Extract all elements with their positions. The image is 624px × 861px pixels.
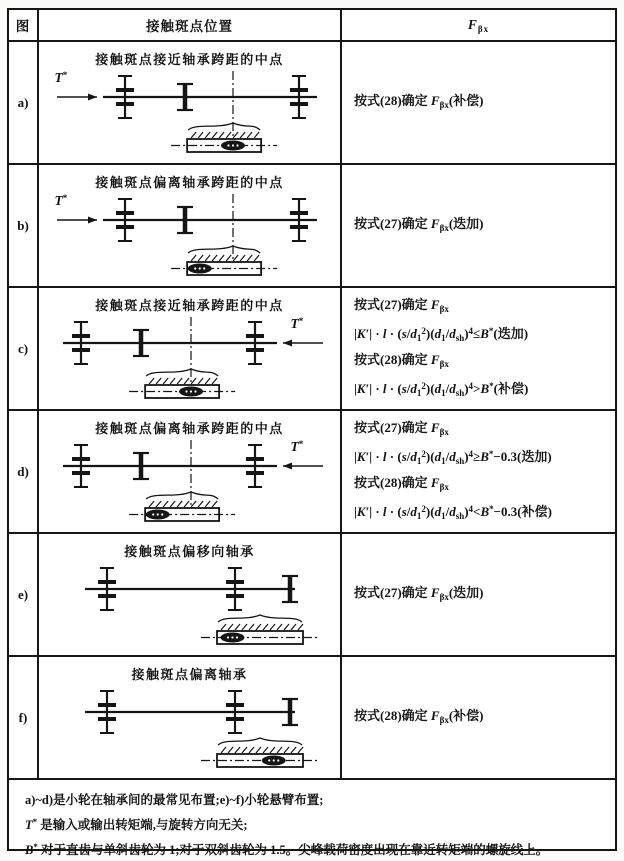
header-fbx-label: $F_{\beta x}$ — [467, 16, 490, 34]
table-row-a — [9, 40, 615, 163]
formula-line: 按式(28)确定 $F_{\beta x}$ — [354, 474, 449, 492]
row-c-id — [9, 288, 39, 409]
row-f-position-cell — [39, 657, 342, 778]
table-header-row — [9, 10, 615, 40]
row-e-caption: 接触斑点偏移向轴承 — [124, 544, 255, 559]
formula-line: $|K'| \cdot l \cdot (s/d_1^2)(d_1/d_{sh})^4>B^*$(补偿) — [354, 380, 529, 398]
table-row-c — [9, 286, 615, 409]
row-a-id — [9, 42, 39, 163]
table-row-b — [9, 163, 615, 286]
row-d-caption: 接触斑点偏离轴承跨距的中点 — [95, 421, 284, 436]
row-b-diagram — [45, 192, 335, 284]
row-b-caption: 接触斑点偏离轴承跨距的中点 — [95, 175, 284, 190]
row-a-letter: a) — [17, 94, 29, 110]
row-d-id — [9, 411, 39, 532]
row-d-diagram — [45, 438, 335, 530]
row-e-result-cell — [342, 534, 615, 655]
header-position-column — [39, 10, 342, 40]
row-d-position-cell — [39, 411, 342, 532]
row-a-caption: 接触斑点接近轴承跨距的中点 — [95, 52, 284, 67]
formula-line: 按式(28)确定 $F_{\beta x}$(补偿) — [354, 92, 484, 110]
row-f-diagram — [45, 684, 335, 776]
row-d-letter: d) — [17, 463, 29, 479]
row-f-caption: 接触斑点偏离轴承 — [131, 667, 248, 682]
torque-label: T* — [54, 70, 68, 85]
header-figure-label: 图 — [15, 19, 31, 34]
row-e-position-cell — [39, 534, 342, 655]
footnote-line: T* 是输入或输出转矩端,与旋转方向无关; — [25, 817, 248, 832]
row-f-result-cell — [342, 657, 615, 778]
formula-line: 按式(28)确定 $F_{\beta x}$(补偿) — [354, 707, 484, 725]
table-row-e — [9, 532, 615, 655]
row-a-diagram — [45, 69, 335, 161]
row-c-diagram — [45, 315, 335, 407]
row-a-result-cell — [342, 42, 615, 163]
footnote-line: a)~d)是小轮在轴承间的最常见布置;e)~f)小轮悬臂布置; — [25, 793, 324, 807]
row-b-letter: b) — [17, 217, 29, 233]
shaft-bearing-diagram — [45, 684, 335, 776]
row-e-letter: e) — [17, 586, 29, 602]
row-b-id — [9, 165, 39, 286]
row-c-caption: 接触斑点接近轴承跨距的中点 — [95, 298, 284, 313]
row-f-letter: f) — [18, 709, 28, 725]
header-position-label: 接触斑点位置 — [146, 19, 233, 34]
formula-line: 按式(27)确定 $F_{\beta x}$ — [354, 419, 449, 437]
formula-line: 按式(27)确定 $F_{\beta x}$(迭加) — [354, 584, 484, 602]
row-c-result-cell — [342, 288, 615, 409]
formula-line: $|K'| \cdot l \cdot (s/d_1^2)(d_1/d_{sh})^4\ge B^*-0.3$(迭加) — [354, 448, 552, 466]
torque-label: T* — [290, 316, 304, 331]
row-c-position-cell — [39, 288, 342, 409]
formula-line: 按式(27)确定 $F_{\beta x}$ — [354, 296, 449, 314]
row-e-diagram — [45, 561, 335, 653]
formula-line: 按式(28)确定 $F_{\beta x}$ — [354, 351, 449, 369]
table-row-d — [9, 409, 615, 532]
table-row-f — [9, 655, 615, 778]
row-b-result-cell — [342, 165, 615, 286]
formula-line: $|K'| \cdot l \cdot (s/d_1^2)(d_1/d_{sh})^4<B^*-0.3$(补偿) — [354, 503, 552, 521]
row-e-id — [9, 534, 39, 655]
row-b-position-cell — [39, 165, 342, 286]
row-d-result-cell — [342, 411, 615, 532]
row-a-position-cell — [39, 42, 342, 163]
torque-label: T* — [54, 193, 68, 208]
row-c-letter: c) — [17, 340, 29, 356]
header-figure-column — [9, 10, 39, 40]
torque-label: T* — [290, 439, 304, 454]
shaft-bearing-diagram — [45, 69, 335, 161]
table-footnotes — [9, 778, 615, 861]
shaft-bearing-diagram — [45, 561, 335, 653]
shaft-bearing-diagram — [45, 192, 335, 284]
footnote-line: B* 对于直齿与单斜齿轮为 1;对于双斜齿轮为 1.5。尖峰载荷密度出现在靠近转矩端的螺旋线上。 — [25, 842, 549, 857]
formula-line: 按式(27)确定 $F_{\beta x}$(迭加) — [354, 215, 484, 233]
formula-line: $|K'| \cdot l \cdot (s/d_1^2)(d_1/d_{sh})^4\le B^*$(迭加) — [354, 325, 529, 343]
row-f-id — [9, 657, 39, 778]
contact-pattern-table — [7, 8, 617, 857]
header-fbx-column — [342, 10, 615, 40]
